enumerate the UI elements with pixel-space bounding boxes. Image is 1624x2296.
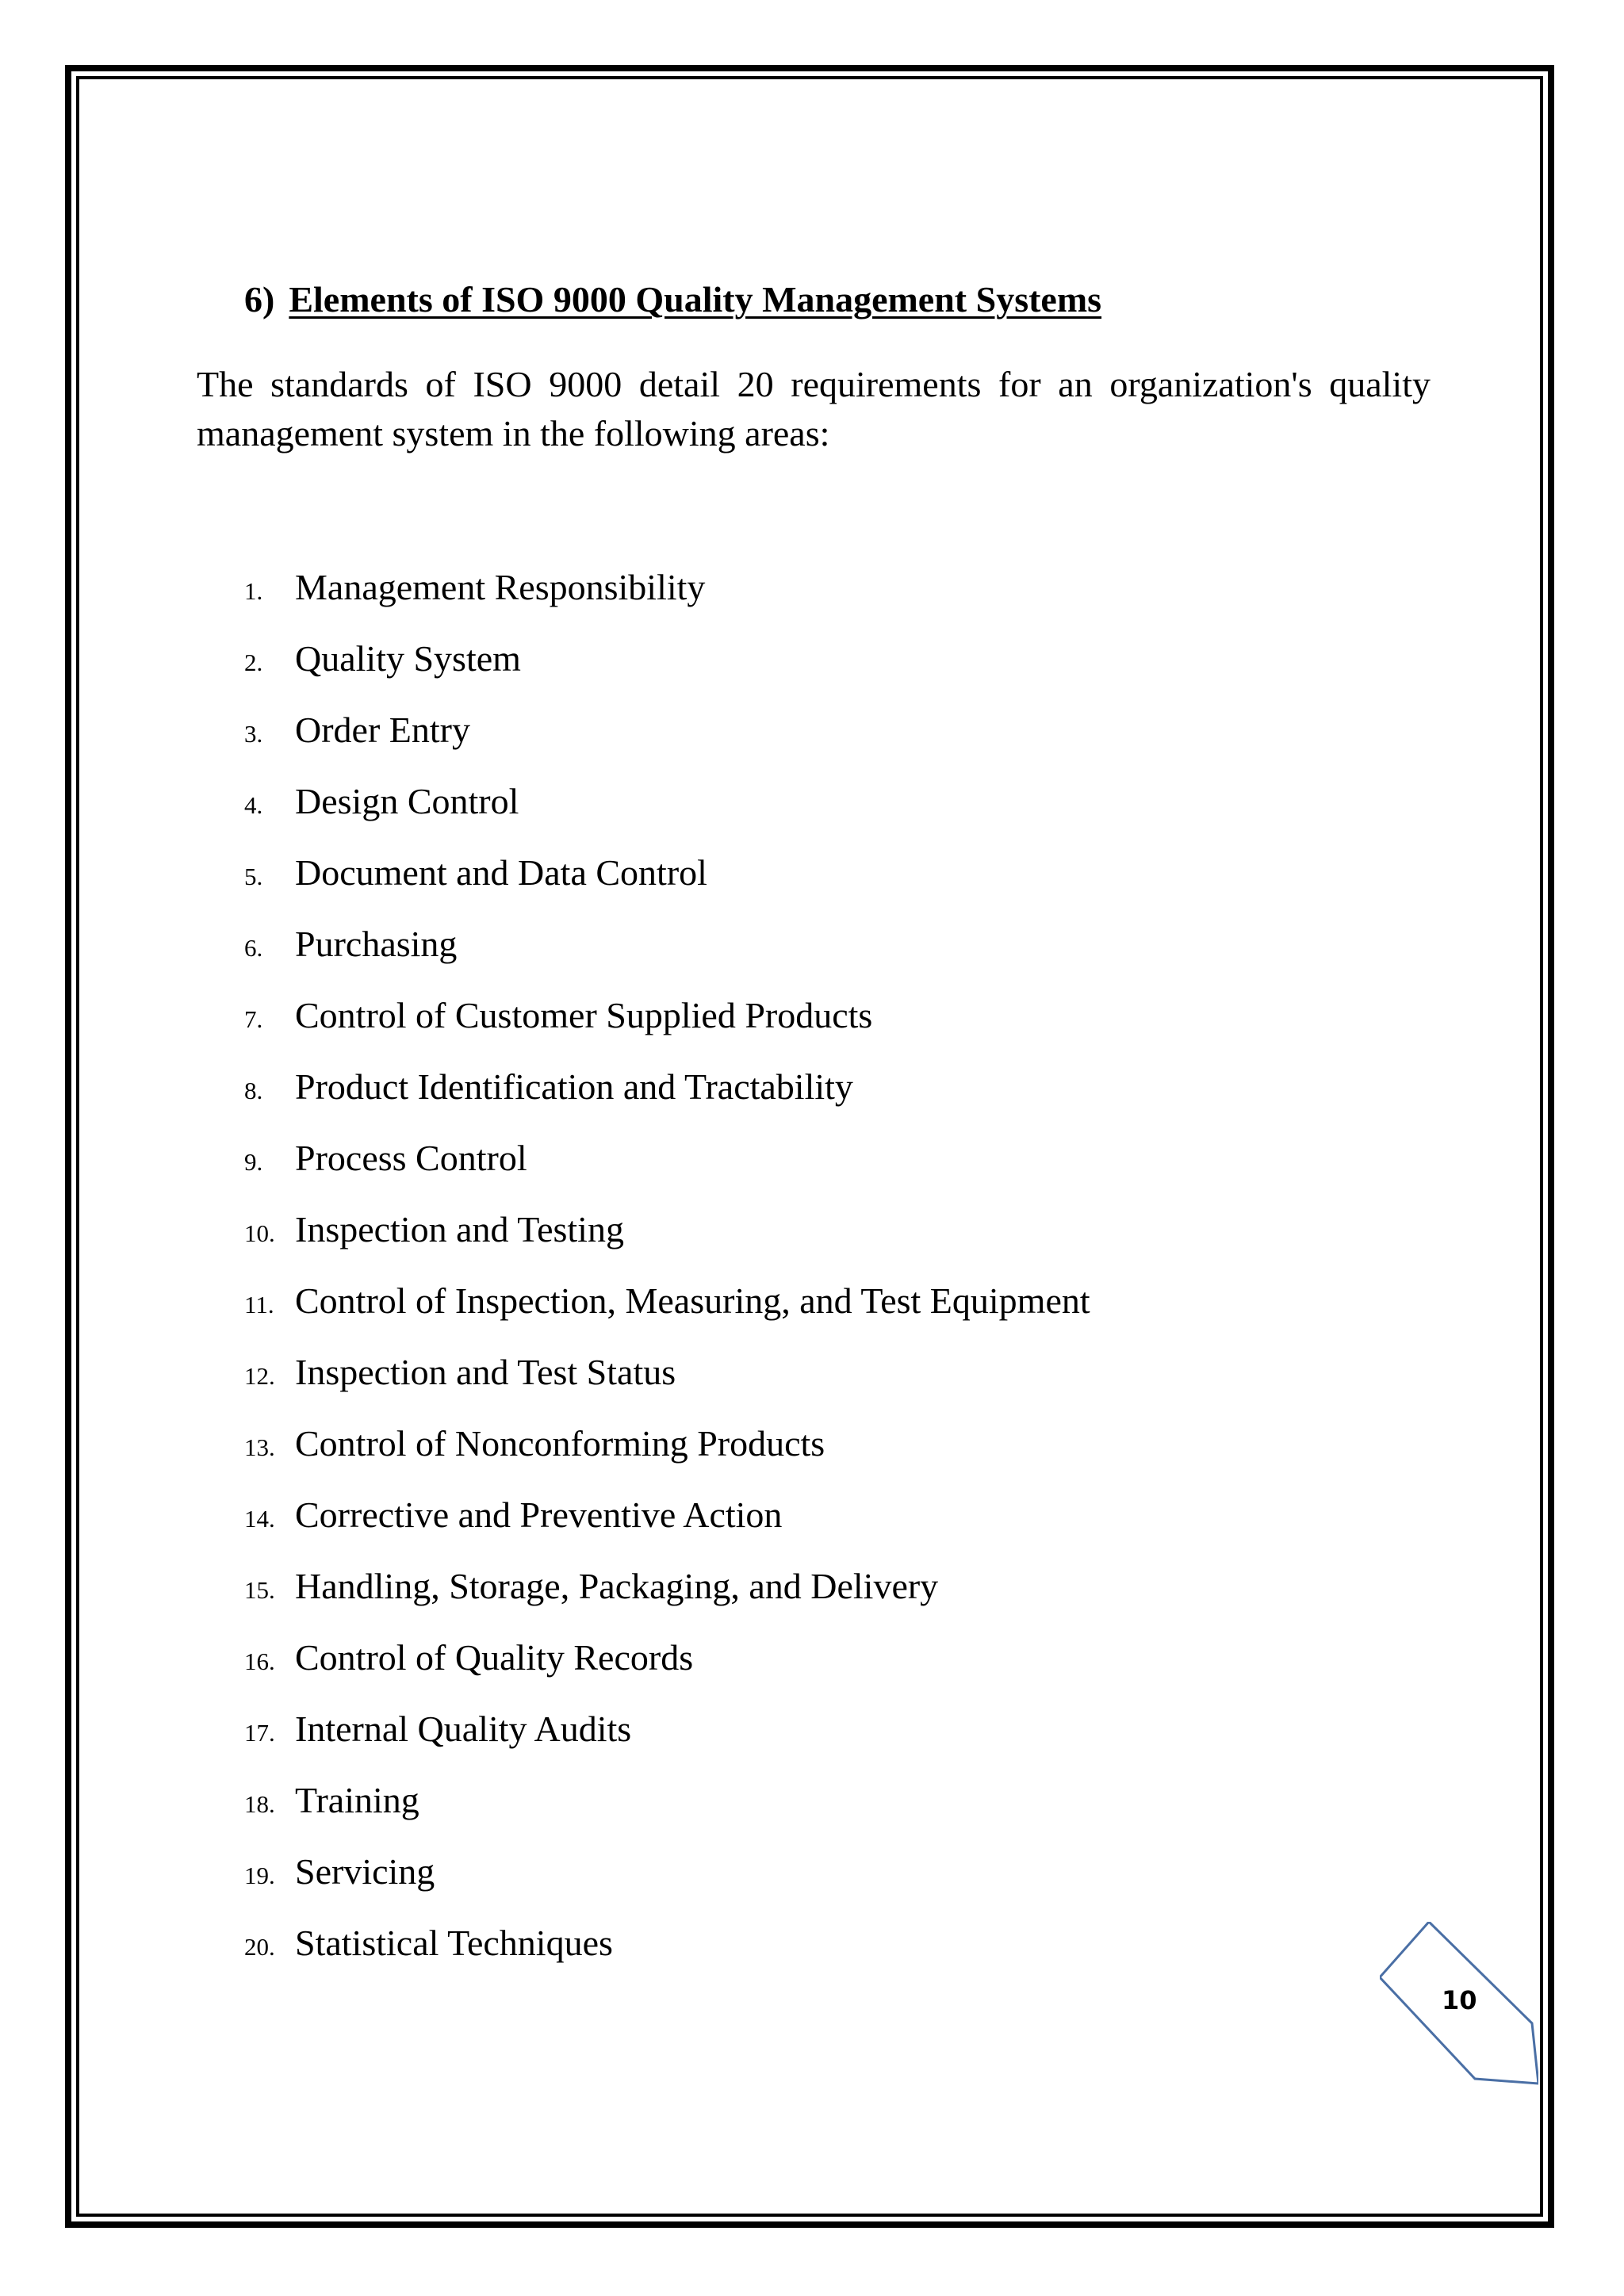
list-item-text: Management Responsibility: [295, 567, 706, 607]
list-item-number: 5.: [244, 863, 263, 890]
list-item-number: 18.: [244, 1790, 275, 1818]
list-item-text: Control of Quality Records: [295, 1637, 694, 1678]
page-number-badge: [1380, 1922, 1538, 2096]
list-item-number: 1.: [244, 577, 263, 605]
section-title: Elements of ISO 9000 Quality Management Systems: [289, 279, 1102, 320]
list-item-number: 2.: [244, 649, 263, 676]
list-item: [197, 923, 1386, 994]
list-item: [197, 1494, 1386, 1565]
list-item: [197, 1280, 1386, 1351]
list-item-number: 19.: [244, 1862, 275, 1889]
list-item: [197, 780, 1386, 851]
list-item-text: Order Entry: [295, 710, 470, 750]
list-item-number: 3.: [244, 720, 263, 748]
list-item: [197, 994, 1386, 1066]
list-item-text: Training: [295, 1780, 419, 1820]
list-item-text: Product Identification and Tractability: [295, 1066, 853, 1107]
list-item-text: Handling, Storage, Packaging, and Delivery: [295, 1566, 939, 1606]
list-item-number: 14.: [244, 1505, 275, 1533]
list-item-number: 10.: [244, 1219, 275, 1247]
list-item: [197, 1137, 1386, 1208]
list-item-number: 7.: [244, 1005, 263, 1033]
list-item-number: 9.: [244, 1148, 263, 1176]
list-item-text: Corrective and Preventive Action: [295, 1494, 783, 1535]
list-item: [197, 1850, 1386, 1922]
list-item-text: Design Control: [295, 781, 519, 821]
page-number: 10: [1442, 1985, 1477, 2015]
list-item-text: Control of Nonconforming Products: [295, 1423, 825, 1464]
intro-paragraph: The standards of ISO 9000 detail 20 requirements for an organization's quality management system in the following areas:: [197, 364, 1431, 453]
list-item: [197, 1066, 1386, 1137]
list-item-number: 17.: [244, 1719, 275, 1747]
list-item: [197, 1565, 1386, 1636]
list-item-number: 11.: [244, 1291, 274, 1318]
list-item-text: Purchasing: [295, 924, 458, 964]
list-item-text: Document and Data Control: [295, 852, 707, 893]
list-item-number: 12.: [244, 1362, 275, 1390]
list-item: [197, 1779, 1386, 1850]
list-item-number: 6.: [244, 934, 263, 962]
section-number: 6): [244, 279, 275, 320]
list-item: [197, 1351, 1386, 1422]
list-item: [197, 1208, 1386, 1280]
list-item-text: Inspection and Test Status: [295, 1352, 676, 1392]
list-item: [197, 1708, 1386, 1779]
list-item: [197, 851, 1386, 923]
list-item: [197, 637, 1386, 709]
list-item-text: Servicing: [295, 1851, 435, 1892]
section-heading: [244, 277, 1101, 321]
list-item: [197, 566, 1386, 637]
list-item-number: 16.: [244, 1647, 275, 1675]
list-item-number: 8.: [244, 1077, 263, 1104]
list-item-text: Control of Customer Supplied Products: [295, 995, 873, 1035]
list-item-text: Statistical Techniques: [295, 1923, 613, 1963]
requirements-list: [197, 566, 1386, 1993]
list-item-text: Process Control: [295, 1138, 527, 1178]
list-item-number: 15.: [244, 1576, 275, 1604]
list-item-text: Inspection and Testing: [295, 1209, 624, 1249]
list-item-number: 13.: [244, 1433, 275, 1461]
list-item-number: 20.: [244, 1933, 275, 1961]
list-item-text: Quality System: [295, 638, 521, 679]
list-item-number: 4.: [244, 791, 263, 819]
list-item-text: Internal Quality Audits: [295, 1709, 632, 1749]
list-item: [197, 1636, 1386, 1708]
list-item: [197, 709, 1386, 780]
list-item-text: Control of Inspection, Measuring, and Test Equipment: [295, 1280, 1090, 1321]
list-item: [197, 1922, 1386, 1993]
list-item: [197, 1422, 1386, 1494]
